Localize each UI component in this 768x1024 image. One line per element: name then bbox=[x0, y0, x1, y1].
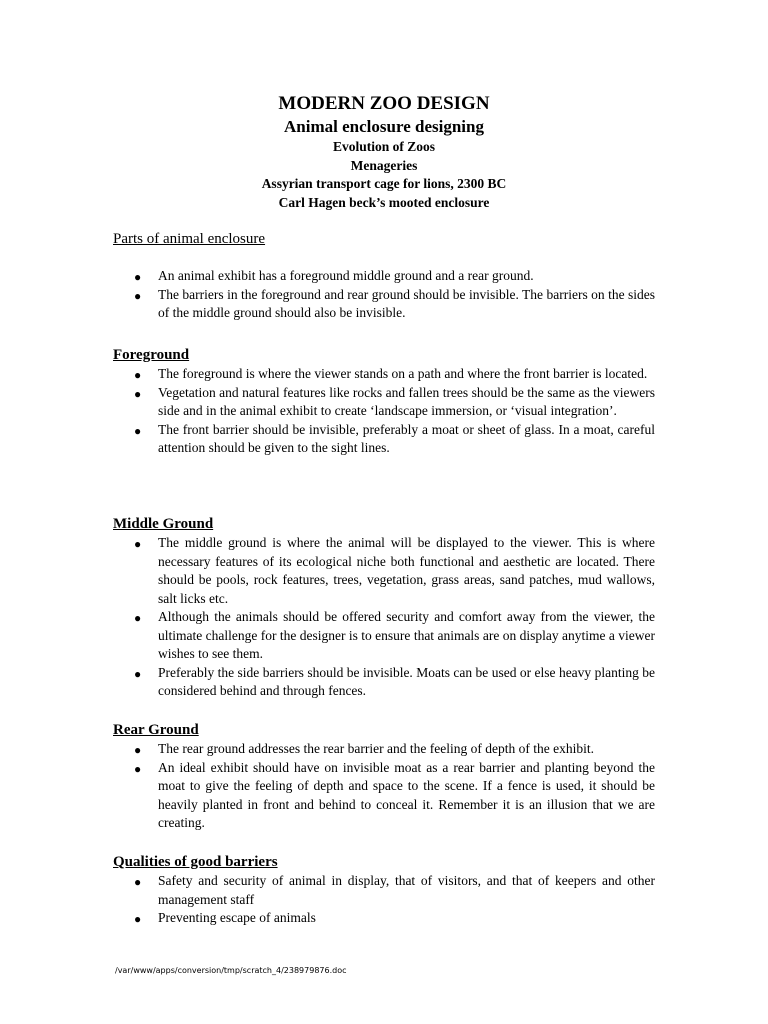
list-item-text: Although the animals should be offered security and comfort away from the viewer, the ultimate challenge for the designer is to ensure that animals are on display anytime a viewer wishes to see them. bbox=[158, 609, 655, 661]
list-item bbox=[113, 608, 655, 664]
bullet-icon: ● bbox=[134, 270, 142, 284]
bullet-list bbox=[113, 740, 655, 833]
list-item-text: Vegetation and natural features like rocks and fallen trees should be the same as the viewers side and in the animal exhibit to create ‘landscape immersion, or ‘visual integration’. bbox=[158, 384, 655, 418]
section-middle-ground bbox=[113, 515, 655, 701]
section-heading: Parts of animal enclosure bbox=[113, 231, 266, 247]
list-item-text: The foreground is where the viewer stands on a path and where the front barrier is located. bbox=[158, 366, 648, 381]
list-item-text: The rear ground addresses the rear barrier and the feeling of depth of the exhibit. bbox=[158, 741, 594, 756]
list-item-text: An animal exhibit has a foreground middle ground and a rear ground. bbox=[158, 268, 534, 283]
title-line-assyrian: Assyrian transport cage for lions, 2300 BC bbox=[261, 176, 507, 191]
list-item-text: Preventing escape of animals bbox=[158, 910, 316, 925]
title-block bbox=[0, 92, 768, 212]
list-item bbox=[113, 740, 655, 759]
list-item bbox=[113, 365, 655, 384]
bullet-icon: ● bbox=[134, 666, 142, 681]
list-item-text: The front barrier should be invisible, preferably a moat or sheet of glass. In a moat, careful attention should be given to the sight lines. bbox=[158, 421, 655, 455]
section-qualities bbox=[113, 853, 655, 928]
document-subtitle: Animal enclosure designing bbox=[284, 117, 484, 136]
list-item-text: An ideal exhibit should have on invisible moat as a rear barrier and planting beyond the moat to give the feeling of depth and space to the scene. If a fence is used, it should be heavily planted in front and behind to conceal it. Remember it is an illusion that we are creating. bbox=[158, 759, 655, 830]
section-foreground bbox=[113, 346, 655, 458]
list-item bbox=[113, 872, 655, 909]
title-line-menageries: Menageries bbox=[350, 157, 418, 173]
bullet-icon: ● bbox=[134, 368, 142, 382]
list-item bbox=[113, 267, 655, 286]
bullet-icon: ● bbox=[134, 611, 142, 625]
footer-file-path: /var/www/apps/conversion/tmp/scratch_4/238979876.doc bbox=[115, 966, 347, 975]
section-heading: Foreground bbox=[113, 347, 190, 363]
bullet-icon: ● bbox=[134, 386, 142, 401]
section-rear-ground bbox=[113, 721, 655, 833]
list-item bbox=[113, 286, 655, 323]
list-item bbox=[113, 421, 655, 458]
list-item bbox=[113, 384, 655, 421]
bullet-icon: ● bbox=[134, 537, 142, 551]
bullet-icon: ● bbox=[134, 761, 142, 776]
document-title: MODERN ZOO DESIGN bbox=[278, 93, 490, 114]
bullet-icon: ● bbox=[134, 912, 142, 926]
bullet-list bbox=[113, 267, 655, 323]
bullet-icon: ● bbox=[134, 875, 142, 889]
list-item bbox=[113, 534, 655, 608]
bullet-list bbox=[113, 365, 655, 458]
list-item-text: Safety and security of animal in display, that of visitors, and that of keepers and other management staff bbox=[158, 873, 655, 907]
list-item-text: The middle ground is where the animal will be displayed to the viewer. This is where necessary features of its ecological niche both functional and aesthetic are located. There should be pools, rock features, trees, vegetation, grass areas, sand patches, mud wallows, salt licks etc. bbox=[158, 535, 655, 606]
list-item bbox=[113, 759, 655, 833]
title-line-evolution: Evolution of Zoos bbox=[332, 139, 436, 154]
bullet-icon: ● bbox=[134, 743, 142, 757]
list-item-text: Preferably the side barriers should be invisible. Moats can be used or else heavy planting be considered behind and through fences. bbox=[158, 664, 655, 698]
list-item-text: The barriers in the foreground and rear ground should be invisible. The barriers on the sides of the middle ground should also be invisible. bbox=[158, 286, 655, 320]
bullet-icon: ● bbox=[134, 288, 142, 303]
bullet-list bbox=[113, 872, 655, 928]
title-line-hagenbeck: Carl Hagen beck’s mooted enclosure bbox=[278, 194, 490, 210]
list-item bbox=[113, 664, 655, 701]
bullet-icon: ● bbox=[134, 423, 142, 438]
section-heading: Rear Ground bbox=[113, 722, 199, 738]
section-heading: Qualities of good barriers bbox=[113, 854, 278, 870]
section-parts bbox=[113, 230, 655, 323]
section-heading: Middle Ground bbox=[113, 516, 214, 532]
list-item bbox=[113, 909, 655, 928]
bullet-list bbox=[113, 534, 655, 701]
